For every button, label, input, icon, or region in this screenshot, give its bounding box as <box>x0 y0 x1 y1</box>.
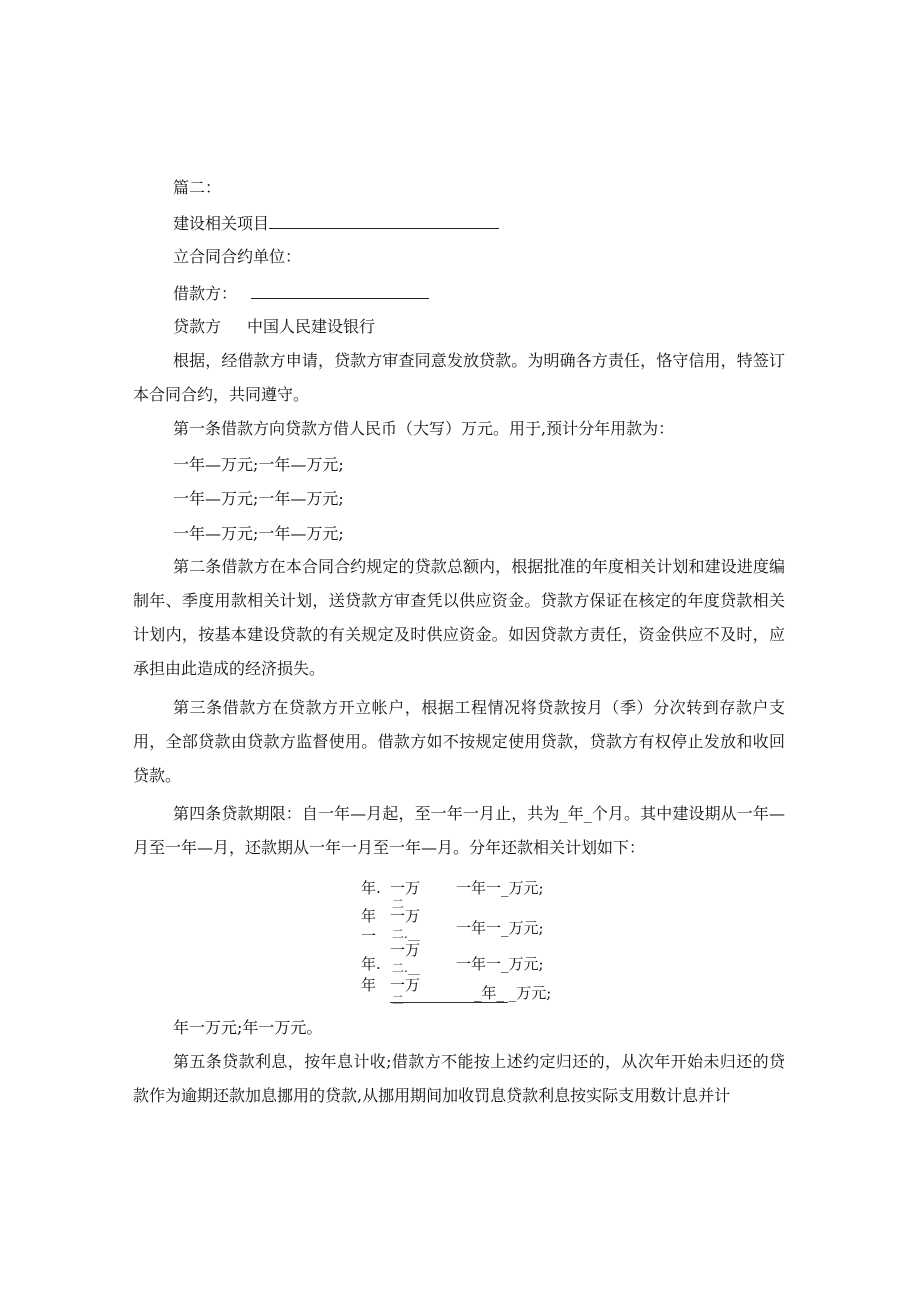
borrower-label: 借款方： <box>173 284 238 303</box>
repay-mid-2: 二 <box>392 897 405 911</box>
repay-mid-7: 一万 <box>390 976 421 994</box>
repay-left-4: 年. <box>361 955 381 973</box>
article-1: 第一条借款方向贷款方借人民币（大写）万元。用于,预计分年用款为： <box>173 419 675 438</box>
repay-right-1: 一年一_万元; <box>456 879 544 897</box>
repay-mid-8: 二 <box>392 993 405 1007</box>
repay-underline <box>390 1002 508 1003</box>
project-line <box>173 213 499 234</box>
lender-line <box>173 317 375 337</box>
repay-left-1: 年. <box>361 879 381 897</box>
article-4: 第四条贷款期限：自一年—月起，至一年一月止，共为_年_个月。其中建设期从一年—月至一年—月，还款期从一年一月至一年—月。分年还款相关计划如下： <box>133 804 785 857</box>
repay-right-3: 一年一_万元; <box>456 955 544 973</box>
repay-mid-1: 一万 <box>390 879 421 897</box>
repay-mid-5: 一万 <box>390 941 421 959</box>
lender-label: 贷款方 <box>173 317 222 336</box>
project-label: 建设相关项目 <box>173 214 270 233</box>
article-3: 第三条借款方在贷款方开立帐户，根据工程情况将贷款按月（季）分次转到存款户支用，全部贷款由贷款方监督使用。借款方如不按规定使用贷款，贷款方有权停止发放和收回贷款。 <box>133 698 785 785</box>
repay-mid-3: 一万 <box>390 907 421 925</box>
repay-mid-4: 二.__ <box>392 927 420 941</box>
repay-left-5: 年 <box>361 976 377 994</box>
intro-paragraph: 根据，经借款方申请，贷款方审查同意发放贷款。为明确各方责任，恪守信用，特签订本合同合约，共同遵守。 <box>133 351 785 404</box>
usage-line-1: 一年—万元;一年—万元; <box>173 455 344 474</box>
repay-right-4: _年_ _万元; <box>474 984 552 1002</box>
article-5: 第五条贷款利息，按年息计收;借款方不能按上述约定归还的，从次年开始未归还的贷款作为逾期还款加息挪用的贷款,从挪用期间加收罚息贷款利息按实际支用数计息并计 <box>133 1052 785 1105</box>
borrower-blank <box>251 283 429 299</box>
repay-left-2: 年 <box>361 907 377 925</box>
repay-left-3: 一 <box>361 927 377 945</box>
article-2: 第二条借款方在本合同合约规定的贷款总额内，根据批准的年度相关计划和建设进度编制年、季度用款相关计划，送贷款方审查凭以供应资金。贷款方保证在核定的年度贷款相关计划内，按基本建设贷款的有关规定及时供应资金。如因贷款方责任，资金供应不及时，应承担由此造成的经济损失。 <box>133 557 785 678</box>
repay-mid-6: 二.__ <box>392 961 420 975</box>
parties-label: 立合同合约单位： <box>173 247 302 266</box>
lender-name: 中国人民建设银行 <box>247 317 376 336</box>
usage-line-2: 一年—万元;一年—万元; <box>173 489 344 508</box>
borrower-line <box>173 283 429 304</box>
project-blank <box>269 213 499 229</box>
usage-line-3: 一年—万元;一年—万元; <box>173 524 344 543</box>
section-heading: 篇二： <box>173 178 222 197</box>
repay-tail: 年一万元;年一万元。 <box>173 1018 323 1037</box>
repay-right-2: 一年一_万元; <box>456 919 544 937</box>
